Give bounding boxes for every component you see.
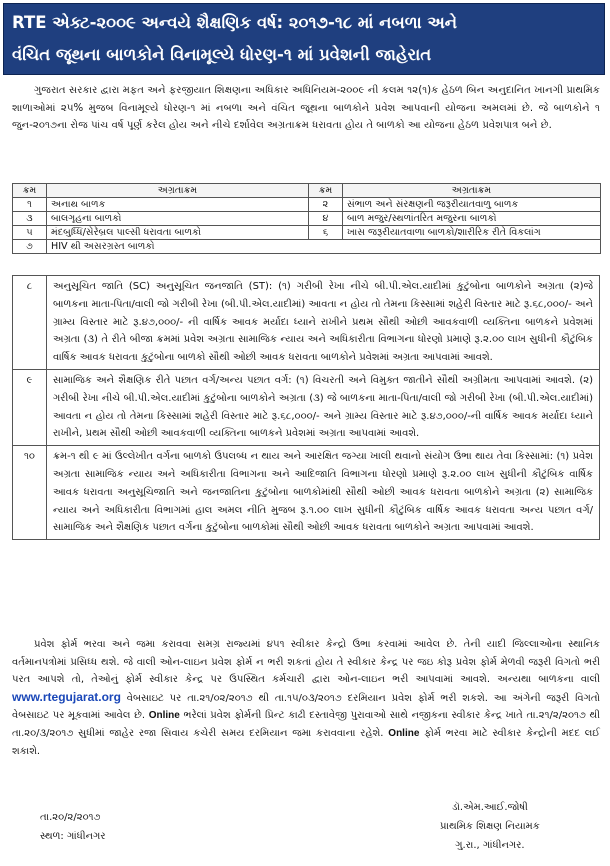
online-label: Online <box>388 727 420 739</box>
table-cell-text: HIV થી અસરગ્રસ્ત બાળકો <box>47 240 601 254</box>
table-cell-number: ૨ <box>309 198 343 212</box>
date-place-block <box>40 808 106 846</box>
header-cell: ક્રમ <box>13 184 47 198</box>
website-link[interactable]: www.rtegujarat.org <box>12 689 121 704</box>
table-cell-number: ૭ <box>13 240 47 254</box>
signatory-org: ગુ.રા., ગાંધીનગર. <box>455 840 525 851</box>
table-cell-number: ૫ <box>13 226 47 240</box>
date-text: તા.૨૦/૨/૨૦૧૭ <box>40 812 101 823</box>
signature-block <box>440 798 540 855</box>
long-priority-rows <box>12 275 600 540</box>
table-cell-text: ખાસ જરૂરીયાતવાળા બાળકો/શારીરિક રીતે વિકલાંગ <box>343 226 601 240</box>
table-cell-number: ૪ <box>309 212 343 226</box>
table-cell-text: અનાથ બાળક <box>47 198 309 212</box>
table-cell-text: બાલગૃહના બાળકો <box>47 212 309 226</box>
signatory-name: ડૉ.એમ.આઈ.જોષી <box>451 802 528 813</box>
table-header-row <box>13 184 601 198</box>
row-text: સામાજિક અને શૈક્ષણિક રીતે પછાત વર્ગ/અન્ય પછાત વર્ગ: (૧) વિચરતી અને વિમુક્ત જાતીને સૌથી અગ્રીમતા આપવામાં આવશે. (૨) ગરીબી રેખા નીચે બી.પી.એલ.યાદીમાં કુટુંબોના બાળકોને અગ્રતા (૩) જે બાળકના માતા-પિતા/વાલી જો ગરીબી રેખા (બી.પી.એલ.યાદીમાં) આવતા ન હોય તો તેમના કિસ્સામાં શહેરી વિસ્તાર માટે રૂ.૬૮,૦૦૦/- અને ગ્રામ્ય વિસ્તાર માટે રૂ.૪૭,૦૦૦/-ની વાર્ષિક આવક મર્યાદા ધ્યાને રાખીને, પ્રથમ સૌથી ઓછી આવકવાળી વ્યક્તિના બાળકને પ્રવેશમાં અગ્રતા આપવામાં આવશે. <box>47 369 600 445</box>
closing-text-part: ફોર્મ ભરવા માટે સ્વીકાર કેન્દ્રોની મદદ લઈ શકાશે. <box>12 727 600 757</box>
table-row <box>13 198 601 212</box>
header-line-1: RTE એક્ટ-૨૦૦૯ અન્વયે શૈક્ષણિક વર્ષ: ૨૦૧૭-૧૮ માં નબળા અને <box>12 13 458 32</box>
intro-paragraph <box>12 82 600 135</box>
row-text: અનુસૂચિત જાતિ (SC) અનુસૂચિત જનજાતિ (ST): (૧) ગરીબી રેખા નીચે બી.પી.એલ.યાદીમાં કુટુંબોના બાળકોને અગ્રતા (૨)જે બાળકના માતા-પિતા/વાલી જો ગરીબી રેખા (બી.પી.એલ.યાદીમાં) આવતા ન હોય તો તેમના કિસ્સામાં શહેરી વિસ્તાર માટે રૂ.૬૮,૦૦૦/- અને ગ્રામ્ય વિસ્તાર માટે રૂ.૪૭,૦૦૦/- ની વાર્ષિક આવક મર્યાદા ધ્યાને રાખીને પ્રથમ સૌથી ઓછી આવકવાળી વ્યક્તિના બાળકને પ્રવેશમાં અગ્રતા (૩) તે રીતે બીજા ક્રમમાં પ્રવેશ અગ્રતા સામાજિક ન્યાય અને અધિકારીતા વિભાગના ધોરણો પ્રમાણે રૂ.૨.૦૦ લાખ સુધીની કૌટુંબિક વાર્ષિક આવક ધરાવતા કુટુંબોના બાળકો સૌથી ઓછી આવક ધરાવતા બાળકોને પ્રવેશમાં અગ્રતા આપવામાં આવશે. <box>47 276 600 370</box>
table-row <box>13 212 601 226</box>
table-cell-text: બાળ મજુર/સ્થળાંતરિત મજુરના બાળકો <box>343 212 601 226</box>
row-text: ક્રમ-૧ થી ૯ માં ઉલ્લેખીત વર્ગના બાળકો ઉપલબ્ધ ન થાય અને આરક્ષિત જગ્યા ખાલી થવાનો સંયોગ ઉભા થાય તેવા કિસ્સામાં: (૧) પ્રવેશ અગ્રતા સામાજિક ન્યાય અને અધિકારીતા વિભાગના અને આદિજાતિ વિભાગના ધોરણો પ્રમાણે રૂ.૨.૦૦ લાખ સુધીની કૌટુંબિક વાર્ષિક આવક ધરાવતા અનુસૂચિજાતિ અને જનજાતિના કુટુંબોના બાળકોમાંથી સૌથી ઓછી આવક ધરાવતા બાળકોને અગ્રતા (૨) સામાજિક ન્યાય અને અધિકારીતા વિભાગમાં હાલ અમલ નીતિ મુજબ રૂ.૧.૦૦ લાખ સુધીની કૌટુંબિક વાર્ષિક આવક ધરાવતા અન્ય પછાત વર્ગ/સામાજિક અને શૈક્ષણિક પછાત વર્ગના કુટુંબોના બાળકોમાં સૌથી ઓછી આવક ધરાવતા બાળકોને અગ્રતા આપવામાં આવશે. <box>47 446 600 540</box>
closing-text-part: પ્રવેશ ફોર્મ ભરવા અને જમા કરાવવા સમગ્ર રાજ્યમાં ૪૫૧ સ્વીકાર કેન્દ્રો ઉભા કરવામાં આવેલ છે. તેની યાદી જિલ્લાઓના સ્થાનિક વર્તમાનપત્રોમાં પ્રસિધ્ધ થશે. જે વાલી ઓન-લાઇન પ્રવેશ ફોર્મ ન ભરી શકતાં હોય તે સ્વીકાર કેન્દ્ર પર જઇ કોરૂ પ્રવેશ ફોર્મ મેળવી જરૂરી વિગતો ભરી પરત આપશે તો, તેઓનું ફોર્મ સ્વીકાર કેન્દ્ર પર ઉપસ્થિત કર્મચારી દ્વારા ઓન-લાઇન ભરી આપવામાં આવશે. અન્યથા બાળકના વાલી <box>12 639 600 686</box>
header-cell: ક્રમ <box>309 184 343 198</box>
header-banner <box>3 3 605 75</box>
signatory-title: પ્રાથમિક શિક્ષણ નિયામક <box>440 821 540 832</box>
place-text: સ્થળ: ગાંધીનગર <box>40 831 106 842</box>
closing-text-part: વેબસાઇટ પર તા.૨૧/૦૨/૨૦૧૭ થી તા.૧૫/૦૩/૨૦૧૭ દરમિયાન પ્રવેશ ફોર્મ ભરી શકશે. આ અંગેની જરૂરી વિગતો વેબસાઇટ પર મૂકવામાં આવેલ છે. <box>12 692 600 722</box>
table-row <box>13 446 600 540</box>
table-cell-number: ૩ <box>13 212 47 226</box>
table-row <box>13 369 600 445</box>
table-cell-text: મંદબુધ્ધિ/સેરેબ્રલ પાલ્સી ધરાવતા બાળકો <box>47 226 309 240</box>
intro-text: ગુજરાત સરકાર દ્વારા મફત અને ફરજીયાત શિક્ષણના અધિકાર અધિનિયમ-૨૦૦૯ ની કલમ ૧૨(૧)ક હેઠળ બિન અનુદાનિત ખાનગી પ્રાથમિક શાળાઓમાં ૨૫% મુજબ વિનામૂલ્યે ધોરણ-૧ માં નબળા અને વંચિત જૂથના બાળકોને પ્રવેશ આપવાની યોજના અમલમાં છે. જે બાળકોને ૧ જુન-૨૦૧૭ના રોજ પાંચ વર્ષ પૂર્ણ કરેલ હોય અને નીચે દર્શાવેલ અગ્રતાક્રમ ધરાવતા હોય તે બાળકો આ યોજના હેઠળ પ્રવેશપાત્ર બને છે. <box>12 85 600 131</box>
table-cell-text: સંભાળ અને સંરક્ષણની જરૂરીયાતવાળુ બાળક <box>343 198 601 212</box>
row-number: ૧૦ <box>13 446 47 540</box>
priority-table <box>12 183 601 254</box>
closing-text-part: ભરેલાં પ્રવેશ ફોર્મની પ્રિન્ટ કાઢી દસ્તાવેજી પુરાવાઓ સાથે નજીકના સ્વીકાર કેન્દ્ર ખાતે તા.૨૧/૨/૨૦૧૭ થી તા.૨૦/૩/૨૦૧૭ સુધીમાં જાહેર રજા સિવાય કચેરી સમય દરમિયાન જમા કરાવવાના રહેશે. <box>12 710 600 739</box>
closing-paragraph <box>12 636 600 760</box>
header-cell: અગ્રતાક્રમ <box>47 184 309 198</box>
table-row <box>13 276 600 370</box>
row-number: ૮ <box>13 276 47 370</box>
table-row <box>13 226 601 240</box>
table-row <box>13 240 601 254</box>
header-line-2: વંચિત જૂથના બાળકોને વિનામૂલ્યે ધોરણ-૧ માં પ્રવેશની જાહેરાત <box>12 45 432 64</box>
table-cell-number: ૧ <box>13 198 47 212</box>
table-cell-number: ૬ <box>309 226 343 240</box>
header-cell: અગ્રતાક્રમ <box>343 184 601 198</box>
online-label: Online <box>148 710 180 722</box>
row-number: ૯ <box>13 369 47 445</box>
closing-text <box>12 636 600 760</box>
